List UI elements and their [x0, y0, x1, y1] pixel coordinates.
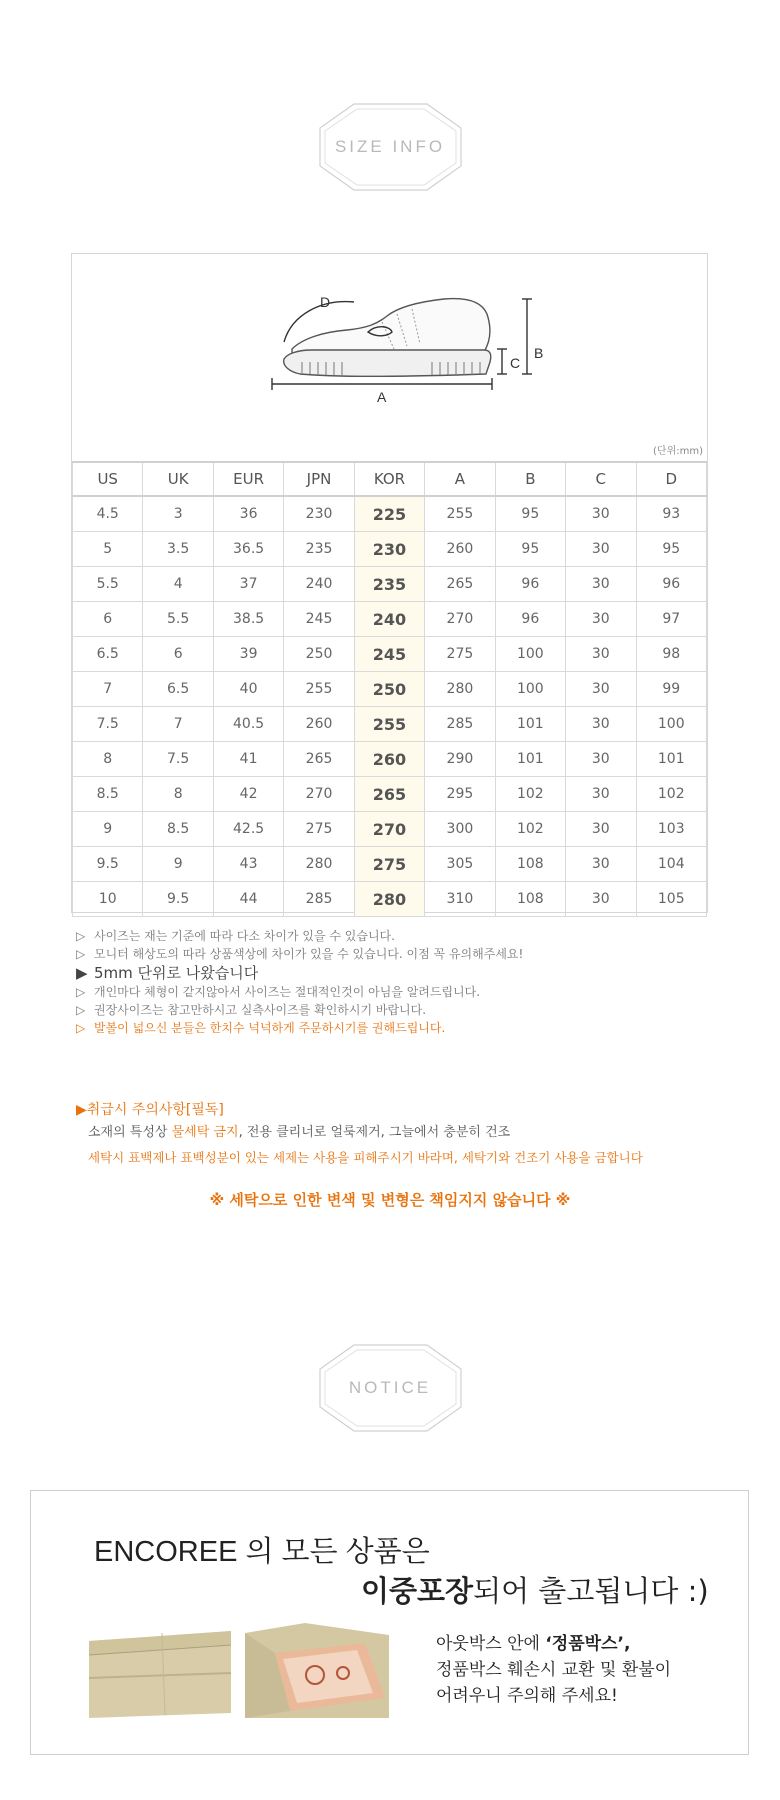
outer-box-photo — [87, 1623, 231, 1718]
notice-badge — [0, 1343, 780, 1433]
unit-label: (단위:mm) — [653, 446, 703, 457]
table-cell: 101 — [495, 707, 565, 742]
table-cell: 99 — [636, 672, 707, 707]
table-cell: 7 — [73, 672, 143, 707]
col-uk: UK — [143, 462, 213, 496]
table-cell: 9.5 — [143, 882, 213, 917]
table-cell: 270 — [354, 812, 424, 847]
size-info-badge — [0, 102, 780, 192]
table-cell: 280 — [284, 847, 354, 882]
table-cell: 30 — [566, 672, 636, 707]
notice-subheadline: 이중포장되어 출고됩니다 :) — [361, 1574, 709, 1608]
care-line-warning: 세탁시 표백제나 표백성분이 있는 세제는 사용을 피해주시기 바라며, 세탁기와 건조기 사용을 금합니다 — [88, 1150, 643, 1165]
table-cell: 265 — [425, 567, 495, 602]
table-row — [73, 812, 707, 847]
table-cell: 43 — [213, 847, 283, 882]
table-cell: 280 — [425, 672, 495, 707]
notice-headline: ENCOREE 의 모든 상품은 — [94, 1536, 430, 1568]
table-cell: 5.5 — [73, 567, 143, 602]
table-row — [73, 496, 707, 532]
table-cell: 245 — [354, 637, 424, 672]
table-row — [73, 707, 707, 742]
table-cell: 42.5 — [213, 812, 283, 847]
table-cell: 8.5 — [73, 777, 143, 812]
table-cell: 40.5 — [213, 707, 283, 742]
table-cell: 305 — [425, 847, 495, 882]
table-cell: 30 — [566, 777, 636, 812]
notice-title: NOTICE — [348, 1378, 432, 1397]
table-cell: 30 — [566, 532, 636, 567]
note-item: ▷ 개인마다 체형이 같지않아서 사이즈는 절대적인것이 아님을 알려드립니다. — [76, 985, 481, 999]
col-us: US — [73, 462, 143, 496]
size-notes — [76, 927, 756, 1037]
table-cell: 96 — [495, 602, 565, 637]
table-cell: 40 — [213, 672, 283, 707]
table-cell: 250 — [284, 637, 354, 672]
table-cell: 98 — [636, 637, 707, 672]
table-cell: 100 — [495, 637, 565, 672]
table-cell: 3.5 — [143, 532, 213, 567]
table-cell: 245 — [284, 602, 354, 637]
col-eur: EUR — [213, 462, 283, 496]
table-row — [73, 742, 707, 777]
table-cell: 6 — [143, 637, 213, 672]
table-row — [73, 602, 707, 637]
table-cell: 255 — [354, 707, 424, 742]
table-cell: 275 — [354, 847, 424, 882]
table-cell: 230 — [354, 532, 424, 567]
table-cell: 230 — [284, 496, 354, 532]
table-cell: 10 — [73, 882, 143, 917]
table-cell: 30 — [566, 742, 636, 777]
table-cell: 235 — [284, 532, 354, 567]
table-cell: 95 — [495, 532, 565, 567]
col-a: A — [425, 462, 495, 496]
table-cell: 265 — [284, 742, 354, 777]
table-cell: 235 — [354, 567, 424, 602]
table-cell: 30 — [566, 707, 636, 742]
table-cell: 9.5 — [73, 847, 143, 882]
table-cell: 41 — [213, 742, 283, 777]
table-cell: 275 — [425, 637, 495, 672]
table-cell: 9 — [73, 812, 143, 847]
table-cell: 96 — [495, 567, 565, 602]
table-cell: 30 — [566, 567, 636, 602]
table-cell: 102 — [495, 777, 565, 812]
sneaker-icon — [72, 254, 707, 459]
table-cell: 96 — [636, 567, 707, 602]
label-b: B — [534, 345, 544, 361]
table-cell: 260 — [354, 742, 424, 777]
table-cell: 8 — [143, 777, 213, 812]
table-cell: 100 — [636, 707, 707, 742]
table-cell: 95 — [636, 532, 707, 567]
table-cell: 36.5 — [213, 532, 283, 567]
col-d: D — [636, 462, 707, 496]
note-item: ▷ 모니터 해상도의 따라 상품색상에 차이가 있을 수 있습니다. 이점 꼭 유의해주세요! — [76, 947, 524, 961]
size-table — [72, 461, 707, 917]
table-cell: 250 — [354, 672, 424, 707]
table-cell: 42 — [213, 777, 283, 812]
col-b: B — [495, 462, 565, 496]
table-cell: 30 — [566, 847, 636, 882]
table-cell: 285 — [425, 707, 495, 742]
table-cell: 225 — [354, 496, 424, 532]
note-item: ▷ 권장사이즈는 참고만하시고 실측사이즈를 확인하시기 바랍니다. — [76, 1003, 427, 1017]
table-header-row — [73, 462, 707, 496]
table-row — [73, 847, 707, 882]
table-cell: 100 — [495, 672, 565, 707]
table-cell: 240 — [284, 567, 354, 602]
table-cell: 6.5 — [143, 672, 213, 707]
table-cell: 270 — [425, 602, 495, 637]
table-cell: 285 — [284, 882, 354, 917]
table-row — [73, 777, 707, 812]
table-cell: 4 — [143, 567, 213, 602]
table-cell: 95 — [495, 496, 565, 532]
table-row — [73, 532, 707, 567]
table-cell: 38.5 — [213, 602, 283, 637]
table-cell: 270 — [284, 777, 354, 812]
table-cell: 8.5 — [143, 812, 213, 847]
care-line: 소재의 특성상 물세탁 금지, 전용 클리너로 얼룩제거, 그늘에서 충분히 건조 — [88, 1125, 511, 1140]
inner-box-photo — [245, 1623, 389, 1718]
size-info-title: SIZE INFO — [334, 137, 446, 156]
table-cell: 280 — [354, 882, 424, 917]
shoe-measure-diagram — [72, 254, 707, 459]
table-cell: 104 — [636, 847, 707, 882]
table-cell: 101 — [636, 742, 707, 777]
col-jpn: JPN — [284, 462, 354, 496]
table-cell: 4.5 — [73, 496, 143, 532]
table-cell: 30 — [566, 496, 636, 532]
table-cell: 290 — [425, 742, 495, 777]
table-cell: 5.5 — [143, 602, 213, 637]
table-cell: 7 — [143, 707, 213, 742]
table-cell: 102 — [636, 777, 707, 812]
table-cell: 8 — [73, 742, 143, 777]
packaging-notice — [30, 1490, 749, 1755]
note-item: ▷ 사이즈는 재는 기준에 따라 다소 차이가 있을 수 있습니다. — [76, 929, 395, 943]
table-cell: 255 — [284, 672, 354, 707]
table-cell: 310 — [425, 882, 495, 917]
table-cell: 275 — [284, 812, 354, 847]
table-cell: 30 — [566, 882, 636, 917]
table-cell: 295 — [425, 777, 495, 812]
table-cell: 6.5 — [73, 637, 143, 672]
table-cell: 105 — [636, 882, 707, 917]
table-cell: 9 — [143, 847, 213, 882]
washing-warning: ※ 세탁으로 인한 변색 및 변형은 책임지지 않습니다 ※ — [209, 1191, 571, 1209]
table-cell: 265 — [354, 777, 424, 812]
table-cell: 7.5 — [73, 707, 143, 742]
table-cell: 97 — [636, 602, 707, 637]
table-cell: 5 — [73, 532, 143, 567]
table-cell: 30 — [566, 602, 636, 637]
table-row — [73, 567, 707, 602]
col-c: C — [566, 462, 636, 496]
col-kor: KOR — [354, 462, 424, 496]
table-cell: 39 — [213, 637, 283, 672]
notice-description: 아웃박스 안에 ‘정품박스’, 정품박스 훼손시 교환 및 환불이 어려우니 주의해 주세요! — [436, 1634, 672, 1706]
table-cell: 30 — [566, 637, 636, 672]
label-a: A — [377, 389, 387, 405]
care-title: ▶취급시 주의사항[필독] — [76, 1102, 224, 1118]
table-cell: 3 — [143, 496, 213, 532]
label-c: C — [510, 355, 521, 371]
table-cell: 300 — [425, 812, 495, 847]
size-chart-panel — [71, 253, 708, 913]
table-cell: 108 — [495, 847, 565, 882]
note-item: ▶ 5mm 단위로 나왔습니다 — [76, 964, 259, 982]
table-cell: 7.5 — [143, 742, 213, 777]
table-row — [73, 637, 707, 672]
care-instructions — [76, 1100, 756, 1170]
table-cell: 260 — [284, 707, 354, 742]
table-cell: 37 — [213, 567, 283, 602]
size-table-body — [73, 496, 707, 917]
note-item-highlight: ▷ 발볼이 넓으신 분들은 한치수 넉넉하게 주문하시기를 권해드립니다. — [76, 1021, 446, 1035]
table-cell: 36 — [213, 496, 283, 532]
table-cell: 103 — [636, 812, 707, 847]
table-row — [73, 882, 707, 917]
table-cell: 6 — [73, 602, 143, 637]
table-cell: 30 — [566, 812, 636, 847]
table-cell: 108 — [495, 882, 565, 917]
table-cell: 240 — [354, 602, 424, 637]
table-row — [73, 672, 707, 707]
table-cell: 260 — [425, 532, 495, 567]
table-cell: 93 — [636, 496, 707, 532]
table-cell: 44 — [213, 882, 283, 917]
table-cell: 102 — [495, 812, 565, 847]
table-cell: 101 — [495, 742, 565, 777]
label-d: D — [320, 294, 331, 310]
table-cell: 255 — [425, 496, 495, 532]
